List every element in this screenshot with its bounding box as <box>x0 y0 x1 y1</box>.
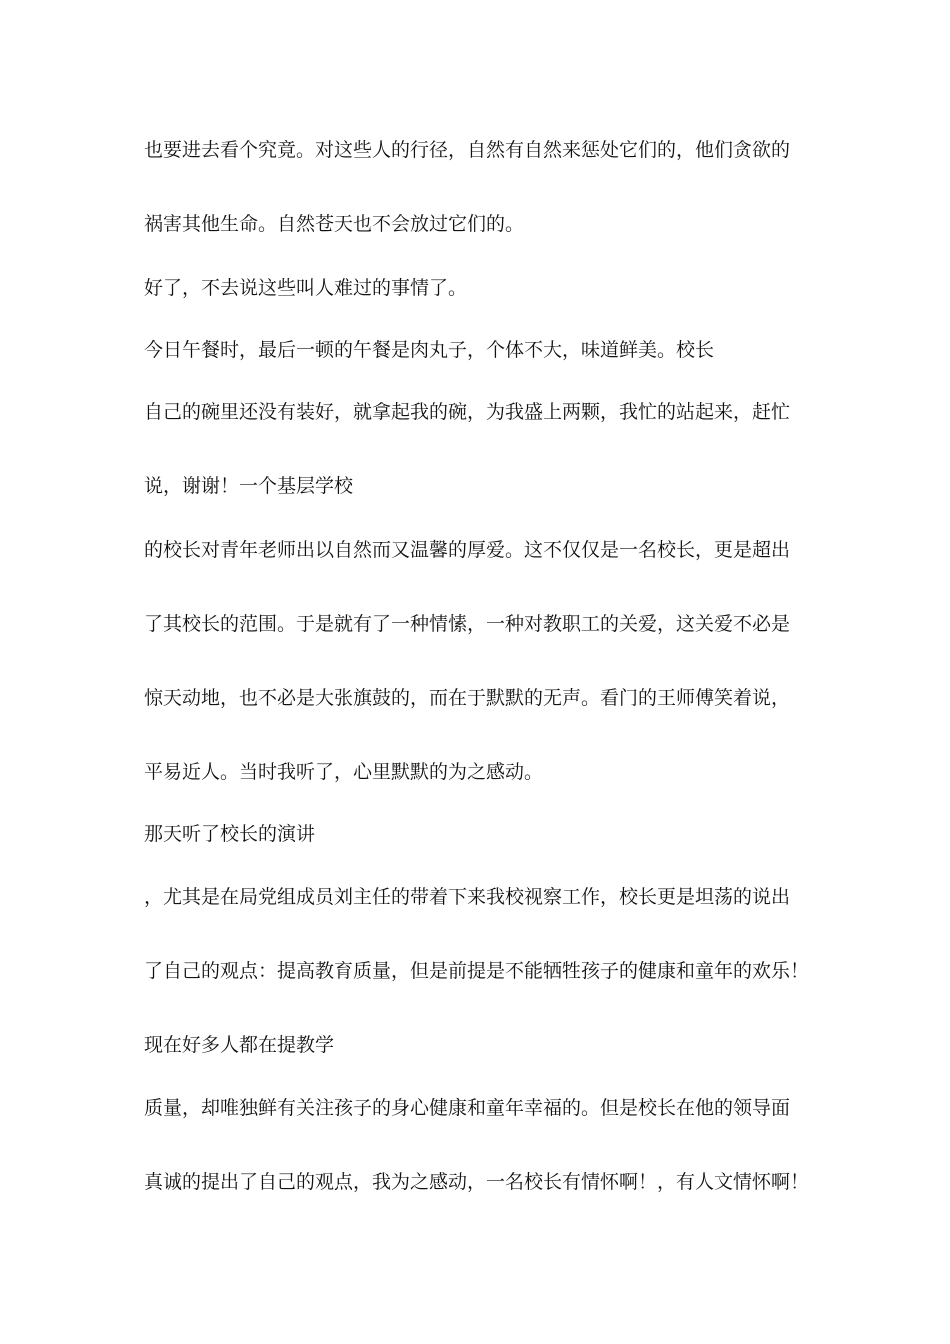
text-line-1: 也要进去看个究竟。对这些人的行径，自然有自然来惩处它们的，他们贪欲的 <box>144 139 791 161</box>
text-line-8: 了其校长的范围。于是就有了一种情愫，一种对教职工的关爱，这关爱不必是 <box>144 613 791 635</box>
text-line-13: 了自己的观点：提高教育质量，但是前提是不能牺牲孩子的健康和童年的欢乐！ <box>144 960 810 982</box>
text-line-2: 祸害其他生命。自然苍天也不会放过它们的。 <box>144 213 525 235</box>
text-line-12: ，尤其是在局党组成员刘主任的带着下来我校视察工作，校长更是坦荡的说出 <box>144 886 791 908</box>
text-line-7: 的校长对青年老师出以自然而又温馨的厚爱。这不仅仅是一名校长，更是超出 <box>144 539 791 561</box>
text-line-6: 说，谢谢！一个基层学校 <box>144 475 354 497</box>
text-line-9: 惊天动地，也不必是大张旗鼓的，而在于默默的无声。看门的王师傅笑着说， <box>144 687 791 709</box>
text-line-11: 那天听了校长的演讲 <box>144 823 316 845</box>
text-line-4: 今日午餐时，最后一顿的午餐是肉丸子，个体不大，味道鲜美。校长 <box>144 339 715 361</box>
text-line-15: 质量，却唯独鲜有关注孩子的身心健康和童年幸福的。但是校长在他的领导面 <box>144 1097 791 1119</box>
text-line-10: 平易近人。当时我听了，心里默默的为之感动。 <box>144 761 544 783</box>
text-line-3: 好了，不去说这些叫人难过的事情了。 <box>144 277 468 299</box>
text-line-5: 自己的碗里还没有装好，就拿起我的碗，为我盛上两颗，我忙的站起来，赶忙 <box>144 401 791 423</box>
text-line-14: 现在好多人都在提教学 <box>144 1034 335 1056</box>
text-line-16: 真诚的提出了自己的观点，我为之感动，一名校长有情怀啊！，有人文情怀啊！ <box>144 1171 810 1193</box>
